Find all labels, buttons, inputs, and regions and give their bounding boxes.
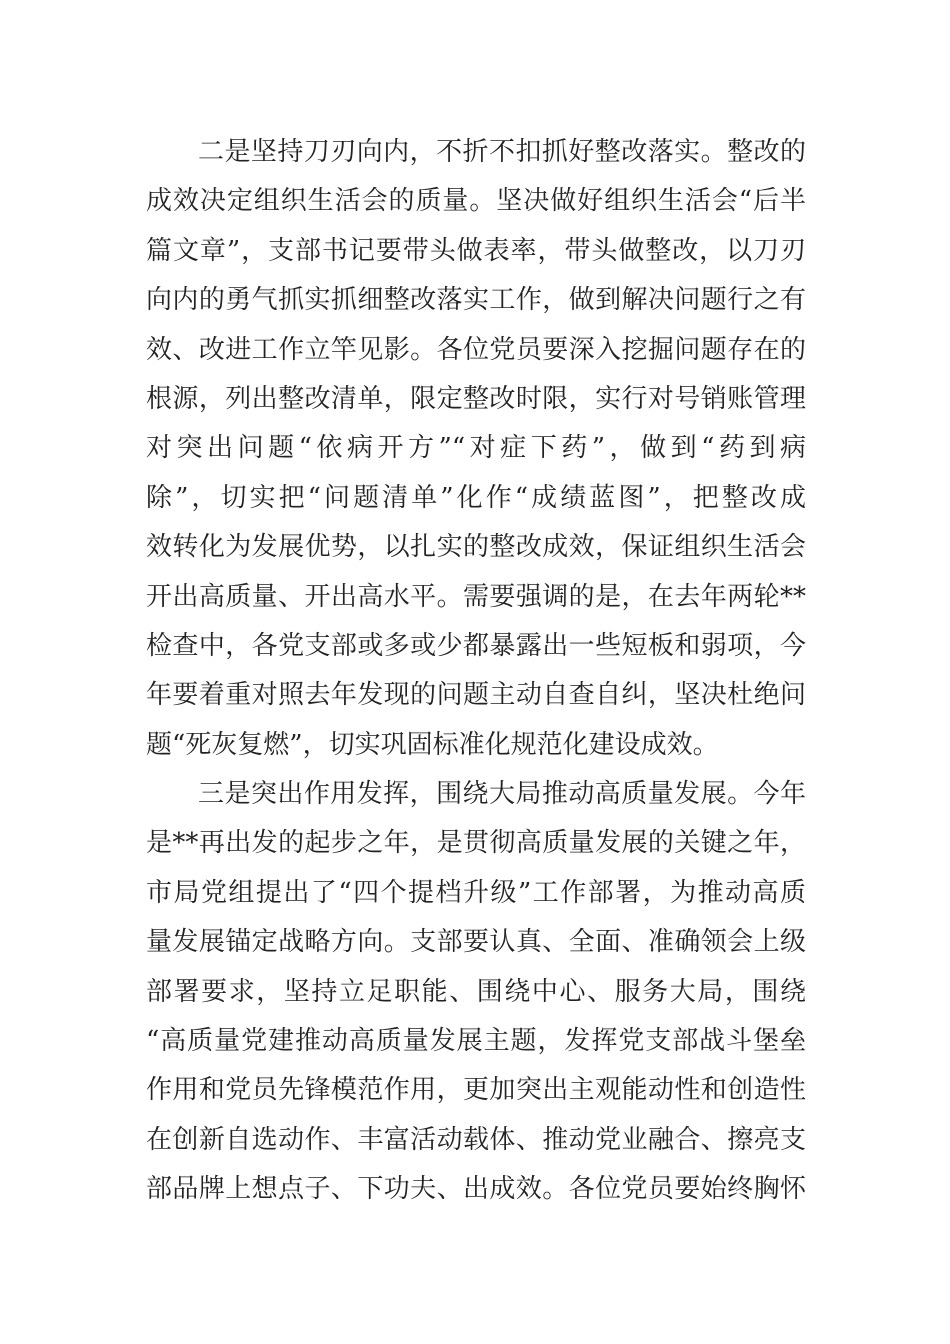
- text-line: 三是突出作用发挥，围绕大局推动高质量发展。今年: [198, 779, 806, 810]
- text-line: 在创新自选动作、丰富活动载体、推动党业融合、擦亮支: [146, 1124, 806, 1155]
- text-line: 对突出问题“依病开方”“对症下药”，做到“药到病: [146, 433, 806, 464]
- text-line: 根源，列出整改清单，限定整改时限，实行对号销账管理: [146, 383, 806, 414]
- text-line: 检查中，各党支部或多或少都暴露出一些短板和弱项，今: [146, 630, 806, 661]
- text-line: 年要着重对照去年发现的问题主动自查自纠，坚决杜绝问: [146, 680, 806, 711]
- document-body: [146, 128, 806, 1215]
- text-line: 效、改进工作立竿见影。各位党员要深入挖掘问题存在的: [146, 334, 806, 365]
- text-line: 除”，切实把“问题清单”化作“成绩蓝图”，把整改成: [146, 482, 806, 513]
- text-line: 部署要求，坚持立足职能、围绕中心、服务大局，围绕: [146, 976, 806, 1007]
- text-line: 量发展锚定战略方向。支部要认真、全面、准确领会上级: [146, 927, 806, 958]
- text-line: 开出高质量、开出高水平。需要强调的是，在去年两轮**: [146, 581, 806, 612]
- text-line: 题“死灰复燃”，切实巩固标准化规范化建设成效。: [146, 729, 719, 760]
- text-line: 二是坚持刀刃向内，不折不扣抓好整改落实。整改的: [198, 137, 806, 167]
- paragraph-3: [146, 770, 806, 1215]
- text-line: 市局党组提出了“四个提档升级”工作部署，为推动高质: [146, 877, 806, 908]
- paragraph-2: [146, 128, 806, 770]
- text-line: “高质量党建推动高质量发展主题，发挥党支部战斗堡垒: [146, 1026, 806, 1057]
- text-line: 作用和党员先锋模范作用，更加突出主观能动性和创造性: [146, 1075, 806, 1106]
- text-line: 是**再出发的起步之年，是贯彻高质量发展的关键之年，: [146, 828, 806, 859]
- text-line: 成效决定组织生活会的质量。坚决做好组织生活会“后半: [146, 186, 806, 217]
- text-line: 效转化为发展优势，以扎实的整改成效，保证组织生活会: [146, 532, 806, 563]
- text-line: 部品牌上想点子、下功夫、出成效。各位党员要始终胸怀: [146, 1174, 806, 1205]
- text-line: 篇文章”，支部书记要带头做表率，带头做整改，以刀刃: [146, 235, 806, 266]
- text-line: 向内的勇气抓实抓细整改落实工作，做到解决问题行之有: [146, 285, 806, 316]
